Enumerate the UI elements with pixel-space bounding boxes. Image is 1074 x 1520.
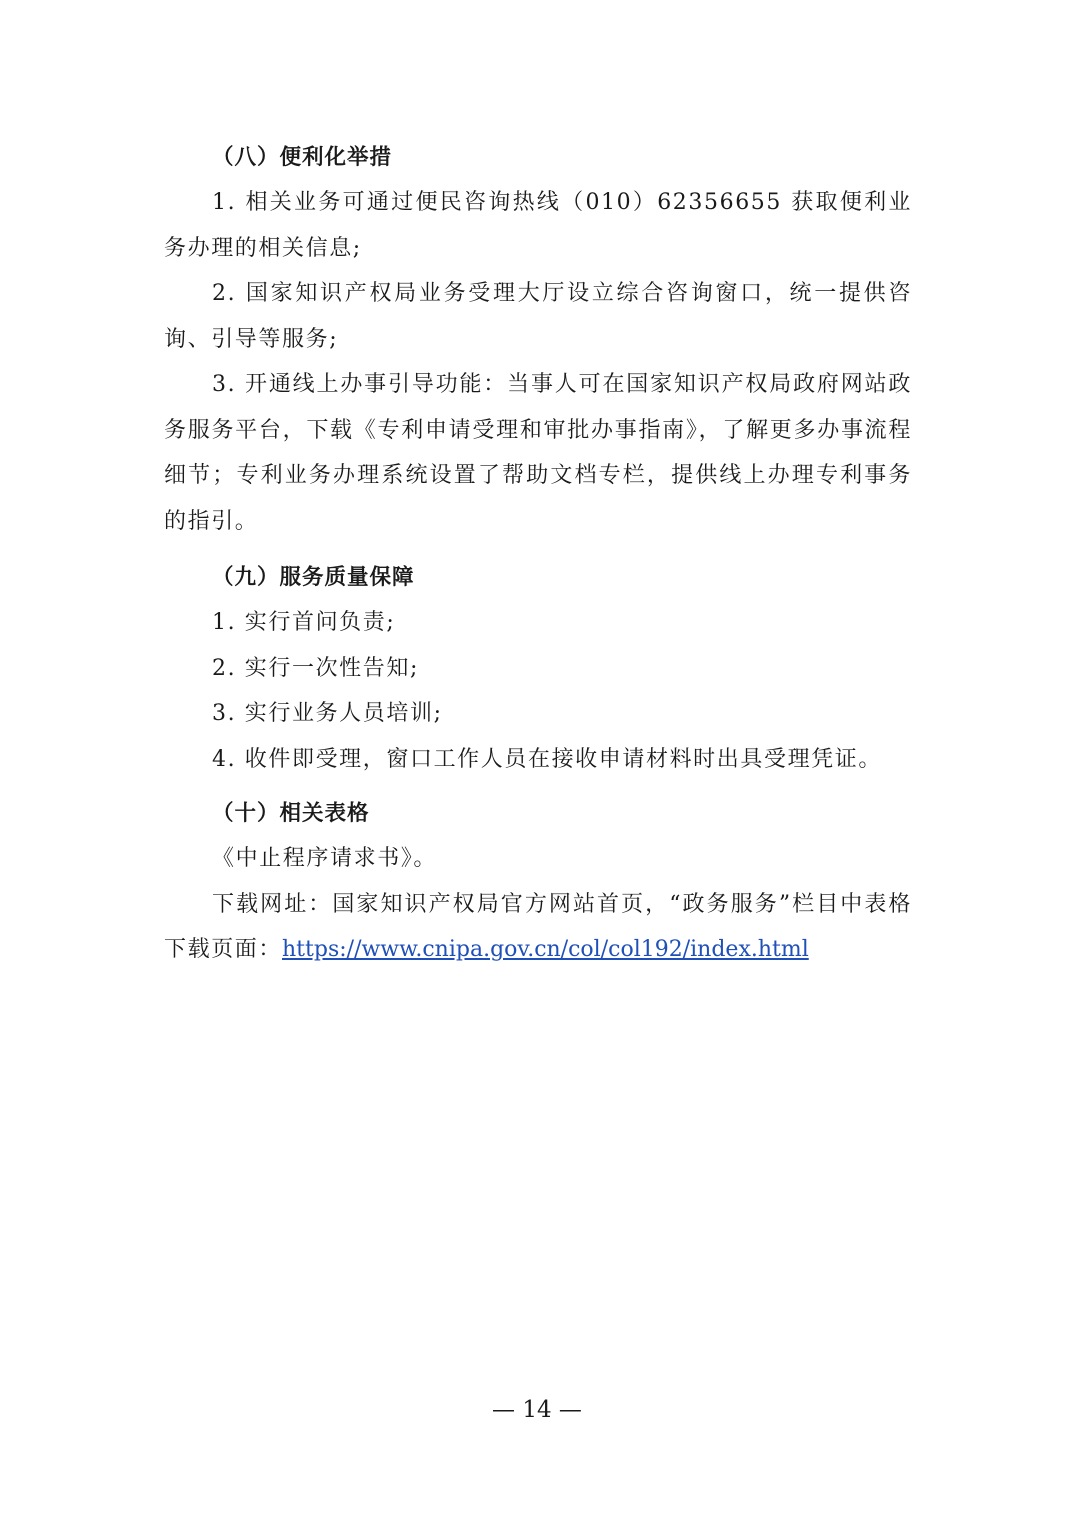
download-link[interactable]: https://www.cnipa.gov.cn/col/col192/index.html bbox=[282, 937, 809, 962]
convenience-item-3: 3. 开通线上办事引导功能：当事人可在国家知识产权局政府网站政务服务平台，下载《专利申请受理和审批办事指南》，了解更多办事流程细节；专利业务办理系统设置了帮助文档专栏，提供线上办理专利事务的指引。 bbox=[164, 372, 912, 534]
service-quality-item-3: 3. 实行业务人员培训; bbox=[212, 701, 443, 726]
convenience-item-2: 2. 国家知识产权局业务受理大厅设立综合咨询窗口，统一提供咨询、引导等服务; bbox=[164, 281, 912, 352]
page-number: — 14 — bbox=[492, 1397, 582, 1423]
section-heading-related-forms: （十）相关表格 bbox=[212, 801, 370, 826]
form-name: 《中止程序请求书》。 bbox=[212, 846, 438, 871]
section-heading-service-quality: （九）服务质量保障 bbox=[212, 565, 415, 590]
service-quality-item-2: 2. 实行一次性告知; bbox=[212, 655, 419, 681]
service-quality-item-4: 4. 收件即受理，窗口工作人员在接收申请材料时出具受理凭证。 bbox=[212, 746, 882, 772]
service-quality-item-1: 1. 实行首问负责; bbox=[212, 610, 396, 635]
section-heading-convenience: （八）便利化举措 bbox=[212, 145, 393, 170]
page-content bbox=[164, 136, 912, 973]
download-paragraph bbox=[164, 882, 912, 973]
download-text: 下载网址：国家知识产权局官方网站首页，“政务服务”栏目中表格下载页面： bbox=[164, 891, 912, 962]
convenience-item-1: 1. 相关业务可通过便民咨询热线（010）62356655 获取便利业务办理的相关信息; bbox=[164, 190, 912, 261]
